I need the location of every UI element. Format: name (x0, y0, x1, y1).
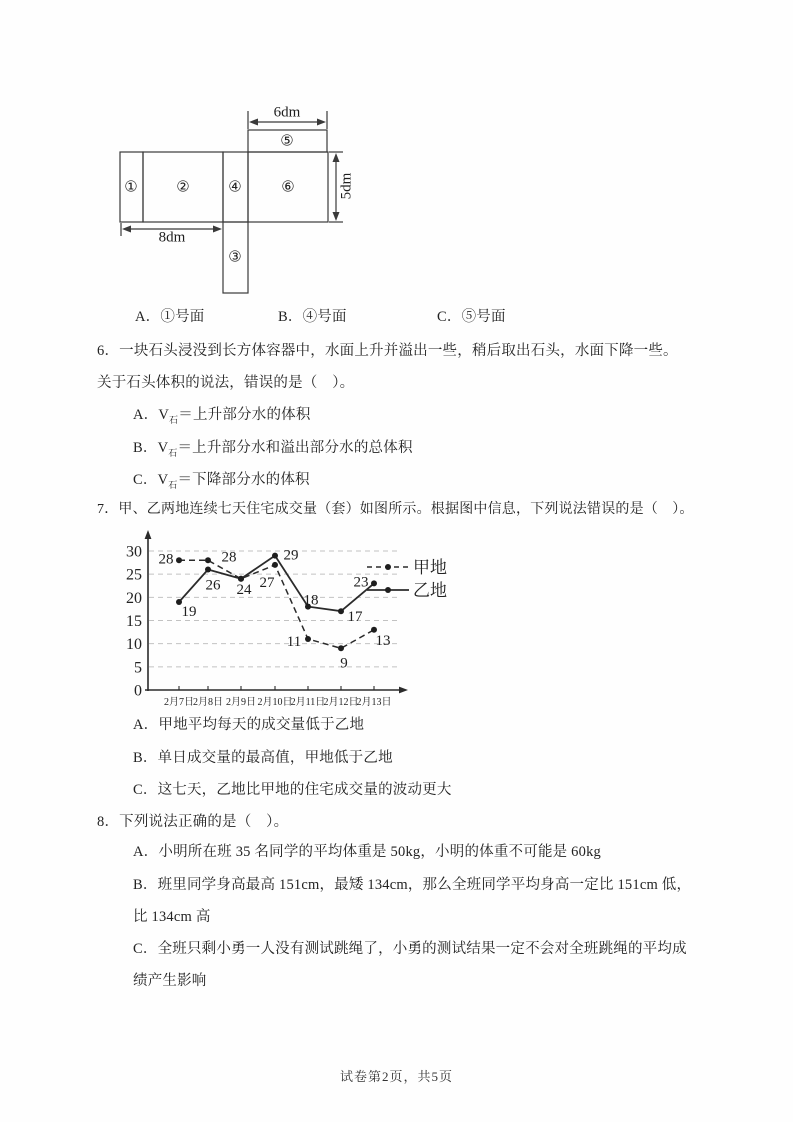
q7-stem: 7．甲、乙两地连续七天住宅成交量（套）如图所示。根据图中信息，下列说法错误的是（ ）。 (97, 502, 694, 517)
svg-text:28: 28 (221, 549, 237, 566)
svg-text:25: 25 (126, 566, 142, 584)
svg-text:9: 9 (340, 655, 348, 672)
svg-text:10: 10 (126, 636, 142, 654)
q8-option-a (133, 842, 601, 862)
q8-option-b-key: B． (133, 877, 158, 893)
svg-text:2月8日: 2月8日 (193, 697, 223, 708)
q8-option-b-line1 (133, 875, 691, 895)
q6-option-a-text: ＝上升部分水的体积 (178, 407, 311, 423)
q8-option-c-text2: 绩产生影响 (133, 973, 207, 989)
housing-volume-chart (105, 528, 465, 714)
q7-option-b (133, 748, 393, 768)
q6-option-b (133, 438, 413, 463)
q5-option-a-key: A． (135, 309, 161, 325)
svg-text:乙地: 乙地 (413, 581, 447, 600)
net-face-label-6: ⑥ (281, 179, 295, 196)
q6-option-c-sub: 石 (168, 479, 178, 490)
q6-option-c-var: V (157, 472, 169, 488)
svg-text:26: 26 (205, 577, 221, 594)
q8-option-b-line2 (133, 907, 211, 927)
q8-stem: 8．下列说法正确的是（ ）。 (97, 814, 289, 830)
y-axis-arrow (145, 530, 152, 539)
chart-x-tick-labels (164, 696, 392, 708)
net-face-label-2: ② (176, 179, 190, 196)
dim-label-right: 5dm (338, 172, 355, 200)
svg-text:30: 30 (126, 543, 142, 561)
box-net-figure (110, 103, 380, 303)
chart-legend (367, 558, 447, 600)
dim-label-bottom: 8dm (158, 229, 186, 246)
svg-text:18: 18 (303, 592, 319, 609)
q6-option-c-text: ＝下降部分水的体积 (177, 472, 310, 488)
svg-text:17: 17 (347, 609, 363, 626)
q6-option-a (133, 405, 311, 430)
q6-stem-line2: 关于石头体积的说法，错误的是（ ）。 (97, 375, 355, 391)
svg-text:2月9日: 2月9日 (226, 697, 256, 708)
svg-text:20: 20 (126, 589, 142, 607)
svg-text:2月12日: 2月12日 (323, 697, 359, 708)
q8-option-a-text: 小明所在班 35 名同学的平均体重是 50kg，小明的体重不可能是 60kg (158, 844, 601, 860)
q8-option-c-line2 (133, 971, 207, 991)
svg-text:2月11日: 2月11日 (290, 697, 326, 708)
q6-option-c (133, 470, 310, 495)
svg-text:15: 15 (126, 613, 142, 631)
q6-option-b-var: V (157, 440, 169, 456)
q5-option-c-text: ⑤号面 (461, 309, 506, 325)
q6-option-a-key: A． (133, 407, 159, 423)
q8-option-c-key: C． (133, 941, 158, 957)
housing-volume-chart-svg (105, 528, 465, 714)
svg-text:13: 13 (375, 632, 391, 649)
svg-text:5: 5 (134, 659, 142, 677)
q6-option-b-text: ＝上升部分水和溢出部分水的总体积 (177, 440, 413, 456)
page-footer: 试卷第2页，共5页 (339, 1069, 453, 1084)
q7-option-c (133, 780, 452, 800)
dimension-arrowheads (122, 119, 340, 233)
net-face-label-1: ① (124, 179, 138, 196)
q7-option-a (133, 715, 364, 735)
chart-y-tick-labels (126, 544, 142, 700)
q8-option-a-key: A． (133, 844, 159, 860)
q7-option-b-text: 单日成交量的最高值，甲地低于乙地 (157, 750, 393, 766)
svg-text:0: 0 (134, 682, 142, 700)
net-face-label-3: ③ (228, 249, 242, 266)
box-net-drawing (110, 103, 380, 303)
q5-option-a (135, 307, 204, 327)
svg-text:2月13日: 2月13日 (356, 697, 392, 708)
svg-text:27: 27 (259, 574, 275, 591)
q6-option-a-sub: 石 (169, 414, 179, 425)
svg-text:11: 11 (286, 634, 302, 651)
q8-option-c-text1: 全班只剩小勇一人没有测试跳绳了，小勇的测试结果一定不会对全班跳绳的平均成 (157, 941, 687, 957)
dim-label-top: 6dm (273, 104, 301, 121)
q5-option-b (278, 307, 347, 327)
q7-option-b-key: B． (133, 750, 158, 766)
q6-stem-line1: 6．一块石头浸没到长方体容器中，水面上升并溢出一些，稍后取出石头，水面下降一些。 (97, 343, 678, 359)
q7-option-a-text: 甲地平均每天的成交量低于乙地 (158, 717, 365, 733)
chart-series-line-0 (179, 560, 374, 651)
q5-option-b-key: B． (278, 309, 303, 325)
q6-option-c-key: C． (133, 472, 158, 488)
q6-option-b-sub: 石 (168, 447, 178, 458)
svg-text:2月7日: 2月7日 (164, 697, 194, 708)
svg-text:23: 23 (353, 574, 369, 591)
q8-option-b-text2: 比 134cm 高 (133, 909, 211, 925)
svg-text:24: 24 (236, 581, 252, 598)
q8-option-b-text1: 班里同学身高最高 151cm，最矮 134cm，那么全班同学平均身高一定比 151cm 低， (157, 877, 692, 893)
svg-text:2月10日: 2月10日 (257, 697, 293, 708)
q8-option-c-line1 (133, 939, 687, 959)
x-axis-arrow (399, 687, 408, 694)
q7-option-a-key: A． (133, 717, 159, 733)
svg-text:甲地: 甲地 (413, 558, 447, 577)
q5-option-a-text: ①号面 (160, 309, 205, 325)
q6-option-a-var: V (158, 407, 170, 423)
q7-option-c-key: C． (133, 782, 158, 798)
q5-option-b-text: ④号面 (302, 309, 347, 325)
svg-text:19: 19 (181, 603, 197, 620)
q5-option-c (437, 307, 506, 327)
net-face-label-5: ⑤ (280, 133, 294, 150)
net-face-label-4: ④ (228, 179, 242, 196)
svg-text:29: 29 (283, 547, 299, 564)
q6-option-b-key: B． (133, 440, 158, 456)
q7-option-c-text: 这七天，乙地比甲地的住宅成交量的波动更大 (157, 782, 452, 798)
q5-option-c-key: C． (437, 309, 462, 325)
svg-text:28: 28 (158, 551, 174, 568)
